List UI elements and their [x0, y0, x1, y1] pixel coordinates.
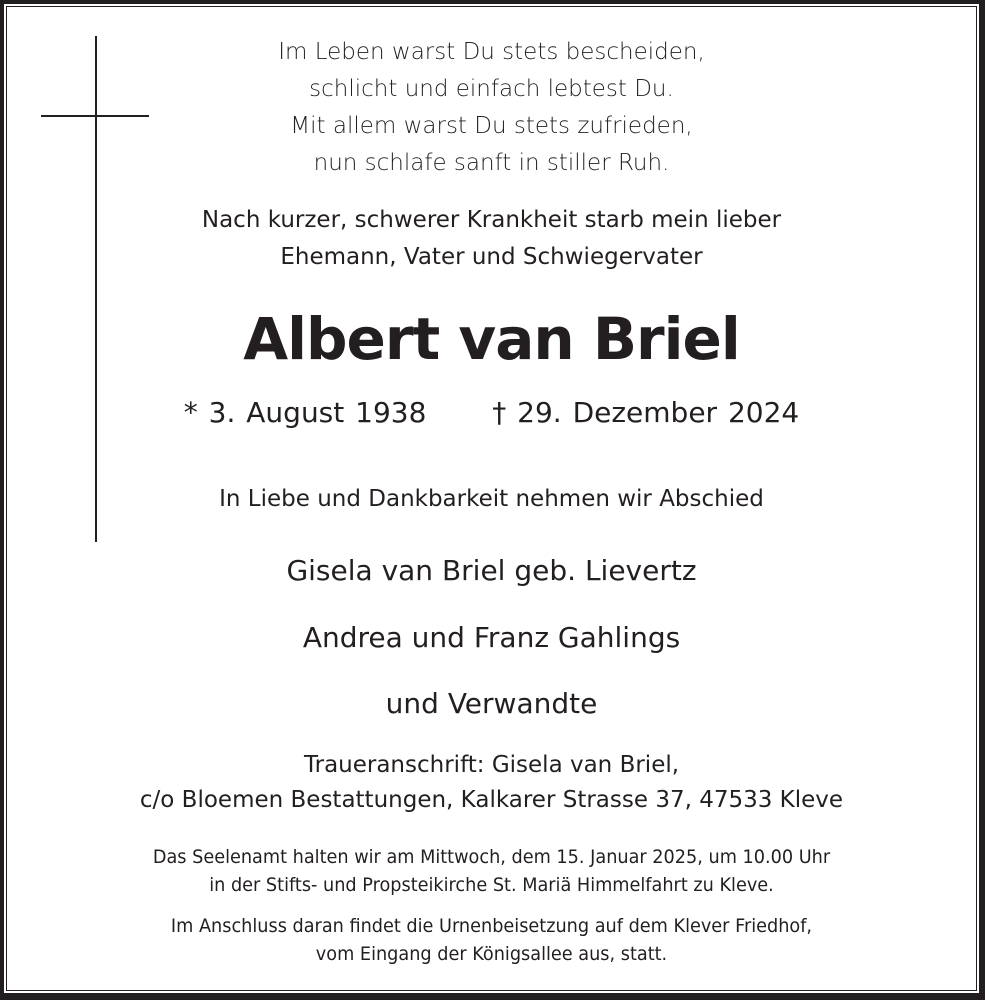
deceased-name: Albert van Briel: [243, 305, 740, 373]
mourner: Andrea und Franz Gahlings: [302, 621, 681, 654]
poem: [7, 34, 976, 182]
intro-line: Nach kurzer, schwerer Krankheit starb mein lieber: [201, 207, 782, 233]
farewell-text: In Liebe und Dankbarkeit nehmen wir Abschied: [219, 486, 764, 512]
burial-line: Im Anschluss daran findet die Urnenbeisetzung auf dem Klever Friedhof,: [170, 915, 813, 937]
birth-date: * 3. August 1938: [183, 396, 427, 429]
intro-text: [7, 202, 976, 276]
service-line: in der Stifts- und Propsteikirche St. Mariä Himmelfahrt zu Kleve.: [209, 874, 774, 896]
address-line: Traueranschrift: Gisela van Briel,: [303, 752, 680, 778]
obituary-card: [6, 6, 977, 991]
poem-line: schlicht und einfach lebtest Du.: [309, 76, 674, 102]
poem-line: Im Leben warst Du stets bescheiden,: [278, 39, 705, 65]
poem-line: Mit allem warst Du stets zufrieden,: [290, 113, 693, 139]
poem-line: nun schlafe sanft in stiller Ruh.: [313, 150, 670, 176]
service-info: [41, 843, 942, 899]
outer-frame: [4, 4, 979, 993]
intro-line: Ehemann, Vater und Schwiegervater: [280, 244, 703, 270]
burial-line: vom Eingang der Königsallee aus, statt.: [315, 943, 668, 965]
burial-info: [41, 912, 942, 968]
service-line: Das Seelenamt halten wir am Mittwoch, dem 15. Januar 2025, um 10.00 Uhr: [152, 846, 831, 868]
mourner: und Verwandte: [385, 687, 598, 720]
life-dates: [7, 396, 976, 429]
death-date: † 29. Dezember 2024: [492, 396, 800, 429]
mourning-address: [7, 748, 976, 818]
mourner: Gisela van Briel geb. Lievertz: [286, 554, 697, 587]
address-line: c/o Bloemen Bestattungen, Kalkarer Strasse 37, 47533 Kleve: [139, 787, 844, 813]
